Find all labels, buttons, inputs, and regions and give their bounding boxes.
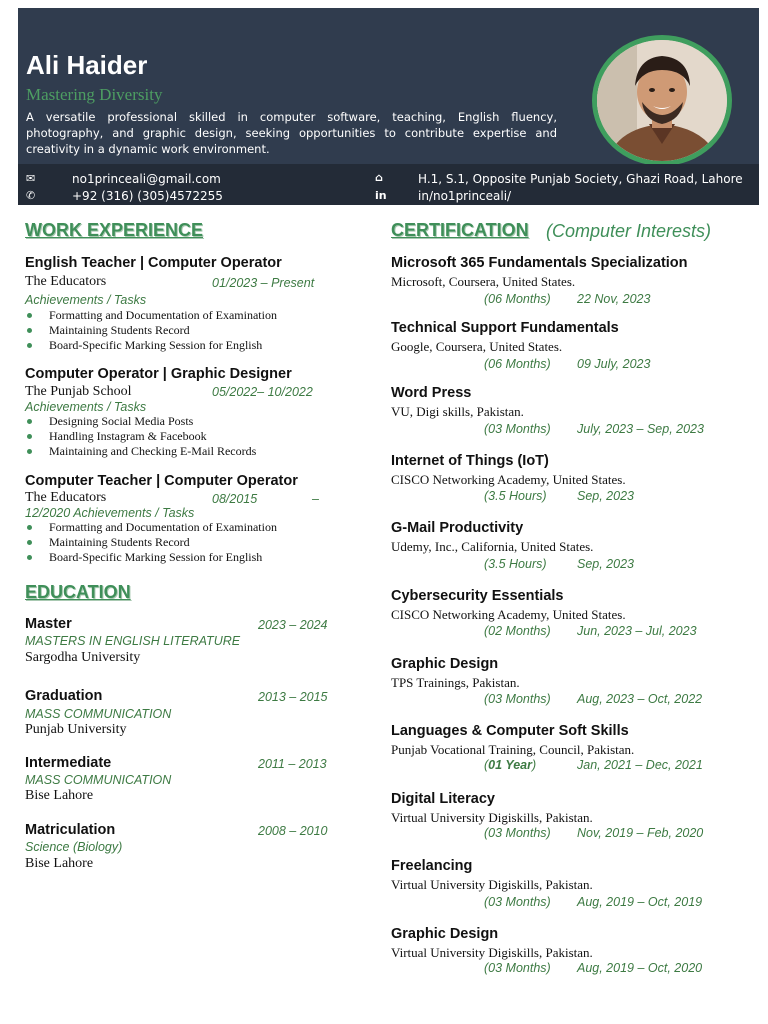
cert-duration: (02 Months) [484,624,551,638]
list-item: Handling Instagram & Facebook [25,429,256,444]
job-dates-end-achievements: 12/2020 Achievements / Tasks [25,506,195,520]
cert-date: Nov, 2019 – Feb, 2020 [577,826,704,840]
cert-date: Sep, 2023 [577,489,634,503]
cert-duration: (03 Months) [484,961,551,975]
cert-organization: Virtual University Digiskills, Pakistan. [391,810,593,825]
cert-duration-close: ) [531,758,537,772]
job-title: Computer Operator | Graphic Designer [25,366,292,382]
cert-title: Cybersecurity Essentials [391,588,564,604]
education-school: Bise Lahore [25,856,94,871]
cert-organization: TPS Trainings, Pakistan. [391,675,520,690]
education-level: Intermediate [25,755,112,771]
cert-title: Internet of Things (IoT) [391,453,549,469]
education-school: Bise Lahore [25,788,94,803]
job-dates-start: 08/2015 [212,492,258,506]
linkedin-icon: in [375,189,387,202]
cert-title: Freelancing [391,858,473,874]
achievements-label: Achievements / Tasks [25,400,147,414]
candidate-name: Ali Haider [26,50,148,80]
cert-title: Languages & Computer Soft Skills [391,723,629,739]
cert-date: Sep, 2023 [577,557,634,571]
list-item: Formatting and Documentation of Examination [25,308,277,323]
envelope-icon: ✉ [26,172,36,185]
education-field: Science (Biology) [25,840,123,854]
profile-summary: A versatile professional skilled in computer software, teaching, English fluency, photography, and graphic design, seeking opportunities to contribute expertise and creativity in a dynamic work environment. [26,110,557,156]
task-list [25,414,256,459]
cert-duration: (06 Months) [484,292,551,306]
achievements-label: Achievements / Tasks [25,293,147,307]
education-years: 2011 – 2013 [258,757,327,771]
resume-header [18,8,759,205]
certification-heading: CERTIFICATION [391,220,529,240]
cert-duration: (06 Months) [484,357,551,371]
cert-title: Word Press [391,385,472,401]
list-item: Maintaining Students Record [25,535,277,550]
cert-organization: CISCO Networking Academy, United States. [391,472,626,487]
job-dates: 01/2023 – Present [212,276,315,290]
cert-organization: Udemy, Inc., California, United States. [391,539,594,554]
list-item: Board-Specific Marking Session for English [25,338,277,353]
education-field: MASS COMMUNICATION [25,773,172,787]
task-list [25,520,277,565]
education-school: Sargodha University [25,650,141,665]
list-item: Formatting and Documentation of Examination [25,520,277,535]
task-list [25,308,277,353]
list-item: Maintaining and Checking E-Mail Records [25,444,256,459]
cert-title: Microsoft 365 Fundamentals Specialization [391,255,688,271]
education-level: Matriculation [25,822,116,838]
education-school: Punjab University [25,722,127,737]
cert-title: Graphic Design [391,926,499,942]
cert-organization: Virtual University Digiskills, Pakistan. [391,945,593,960]
education-level: Graduation [25,688,103,704]
education-heading: EDUCATION [25,582,131,602]
job-organization: The Educators [25,490,107,505]
cert-date: Aug, 2023 – Oct, 2022 [577,692,703,706]
cert-organization: Punjab Vocational Training, Council, Pakistan. [391,742,635,757]
profile-photo-image [597,40,727,161]
cert-date: July, 2023 – Sep, 2023 [577,422,704,436]
cert-duration: (03 Months) [484,895,551,909]
education-years: 2008 – 2010 [258,824,328,838]
cert-title: Graphic Design [391,656,499,672]
cert-organization: Google, Coursera, United States. [391,339,563,354]
email-link[interactable]: no1princeali@gmail.com [72,172,221,186]
cert-title: Technical Support Fundamentals [391,320,619,336]
contact-bar [18,164,759,205]
cert-duration: (3.5 Hours) [484,557,547,571]
cert-duration: (03 Months) [484,826,551,840]
cert-organization: CISCO Networking Academy, United States. [391,607,626,622]
phone-icon: ✆ [26,189,36,202]
cert-duration-bold: 01 Year [488,758,532,772]
cert-date: Jun, 2023 – Jul, 2023 [577,624,697,638]
cert-organization: Microsoft, Coursera, United States. [391,274,576,289]
work-experience-heading: WORK EXPERIENCE [25,220,204,240]
education-level: Master [25,616,72,632]
linkedin-link[interactable]: in/no1princeali/ [418,189,512,203]
certification-subtitle: (Computer Interests) [546,221,712,241]
list-item: Designing Social Media Posts [25,414,256,429]
profile-photo [592,35,732,166]
education-field: MASS COMMUNICATION [25,707,172,721]
cert-date: 22 Nov, 2023 [577,292,651,306]
cert-duration: (03 Months) [484,692,551,706]
job-dates: 05/2022– 10/2022 [212,385,313,399]
cert-title: G-Mail Productivity [391,520,524,536]
job-organization: The Punjab School [25,384,132,399]
cert-organization: Virtual University Digiskills, Pakistan. [391,877,593,892]
cert-duration [484,758,536,772]
address: H.1, S.1, Opposite Punjab Society, Ghazi Road, Lahore [418,172,743,186]
cert-date: Jan, 2021 – Dec, 2021 [577,758,703,772]
cert-organization: VU, Digi skills, Pakistan. [391,404,524,419]
cert-date: Aug, 2019 – Oct, 2020 [577,961,703,975]
cert-title: Digital Literacy [391,791,495,807]
education-years: 2013 – 2015 [258,690,328,704]
job-dates-dash: – [312,492,319,506]
education-years: 2023 – 2024 [258,618,328,632]
cert-duration-open: ( [484,758,489,772]
job-title: Computer Teacher | Computer Operator [25,473,298,489]
job-title: English Teacher | Computer Operator [25,255,282,271]
cert-date: 09 July, 2023 [577,357,651,371]
tagline: Mastering Diversity [26,85,163,104]
location-icon: ⌂ [375,171,383,184]
cert-duration: (3.5 Hours) [484,489,547,503]
phone-number[interactable]: +92 (316) (305)4572255 [72,189,223,203]
list-item: Maintaining Students Record [25,323,277,338]
cert-duration: (03 Months) [484,422,551,436]
job-organization: The Educators [25,274,107,289]
cert-date: Aug, 2019 – Oct, 2019 [577,895,703,909]
list-item: Board-Specific Marking Session for English [25,550,277,565]
education-field: MASTERS IN ENGLISH LITERATURE [25,634,241,648]
